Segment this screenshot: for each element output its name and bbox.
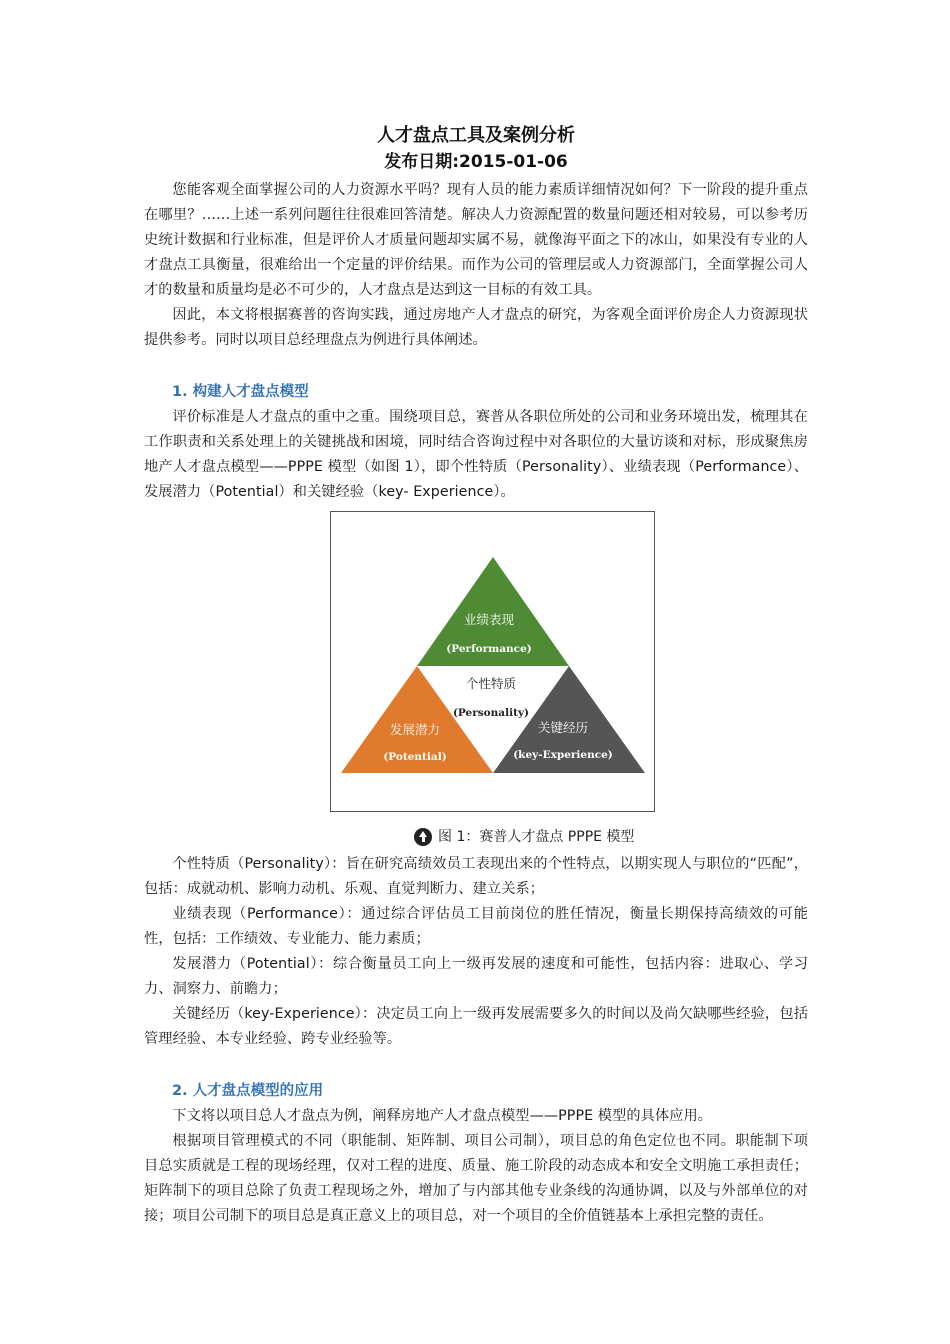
figure <box>144 511 808 848</box>
section-paragraph: 评价标准是人才盘点的重中之重。围绕项目总，赛普从各职位所处的公司和业务环境出发，梳理其在工作职责和关系处理上的关键挑战和困境，同时结合咨询过程中对各职位的大量访谈和对标，形成聚焦房地产人才盘点模型——PPPE 模型（如图 1），即个性特质（Personality）、业绩表现（Performance）、发展潜力（Potential）和关键经验（key- Experience）。 <box>144 409 808 500</box>
section-paragraph: 下文将以项目总人才盘点为例，阐释房地产人才盘点模型——PPPE 模型的具体应用。 <box>172 1108 713 1124</box>
intro-paragraph: 因此，本文将根据赛普的咨询实践，通过房地产人才盘点的研究，为客观全面评价房企人力资源现状提供参考。同时以项目总经理盘点为例进行具体阐述。 <box>144 307 808 348</box>
document-title: 人才盘点工具及案例分析 <box>377 125 575 146</box>
section-heading: 2. 人才盘点模型的应用 <box>172 1083 324 1099</box>
performance-en-label: (Performance) <box>446 643 532 655</box>
definition-paragraph: 关键经历（key-Experience）：决定员工向上一级再发展需要多久的时间以及尚欠缺哪些经验，包括管理经验、本专业经验、跨专业经验等。 <box>144 1006 808 1047</box>
pppe-triangle-svg <box>331 512 654 811</box>
arrow-up-circle-icon <box>414 828 432 846</box>
personality-label: 个性特质 <box>465 676 517 691</box>
definition-paragraph: 业绩表现（Performance）：通过综合评估员工目前岗位的胜任情况，衡量长期保持高绩效的可能性，包括：工作绩效、专业能力、能力素质； <box>144 906 808 947</box>
figure-caption <box>414 826 808 848</box>
experience-label: 关键经历 <box>537 720 589 735</box>
definition-paragraph: 发展潜力（Potential）：综合衡量员工向上一级再发展的速度和可能性，包括内容：进取心、学习力、洞察力、前瞻力； <box>144 956 808 997</box>
potential-en-label: (Potential) <box>383 751 447 763</box>
document-body <box>144 122 808 1229</box>
section-paragraph: 根据项目管理模式的不同（职能制、矩阵制、项目公司制），项目总的角色定位也不同。职能制下项目总实质就是工程的现场经理，仅对工程的进度、质量、施工阶段的动态成本和安全文明施工承担责任；矩阵制下的项目总除了负责工程现场之外，增加了与内部其他专业条线的沟通协调，以及与外部单位的对接；项目公司制下的项目总是真正意义上的项目总，对一个项目的全价值链基本上承担完整的责任。 <box>144 1133 808 1224</box>
section-heading: 1. 构建人才盘点模型 <box>172 384 309 400</box>
figure-caption-text: 图 1：赛普人才盘点 PPPE 模型 <box>438 829 635 845</box>
performance-label: 业绩表现 <box>463 612 515 627</box>
experience-en-label: (key-Experience) <box>513 749 613 761</box>
potential-label: 发展潜力 <box>389 722 441 737</box>
publish-date: 发布日期:2015-01-06 <box>384 152 568 172</box>
intro-paragraph: 您能客观全面掌握公司的人力资源水平吗？现有人员的能力素质详细情况如何？下一阶段的提升重点在哪里？……上述一系列问题往往很难回答清楚。解决人力资源配置的数量问题还相对较易，可以参考历史统计数据和行业标准，但是评价人才质量问题却实属不易，就像海平面之下的冰山，如果没有专业的人才盘点工具衡量，很难给出一个定量的评价结果。而作为公司的管理层或人力资源部门，全面掌握公司人才的数量和质量均是必不可少的，人才盘点是达到这一目标的有效工具。 <box>144 182 808 298</box>
pppe-model-diagram <box>330 511 655 812</box>
definition-paragraph: 个性特质（Personality）：旨在研究高绩效员工表现出来的个性特点，以期实现人与职位的“匹配”，包括：成就动机、影响力动机、乐观、直觉判断力、建立关系； <box>144 856 808 897</box>
personality-en-label: (Personality) <box>452 707 530 719</box>
